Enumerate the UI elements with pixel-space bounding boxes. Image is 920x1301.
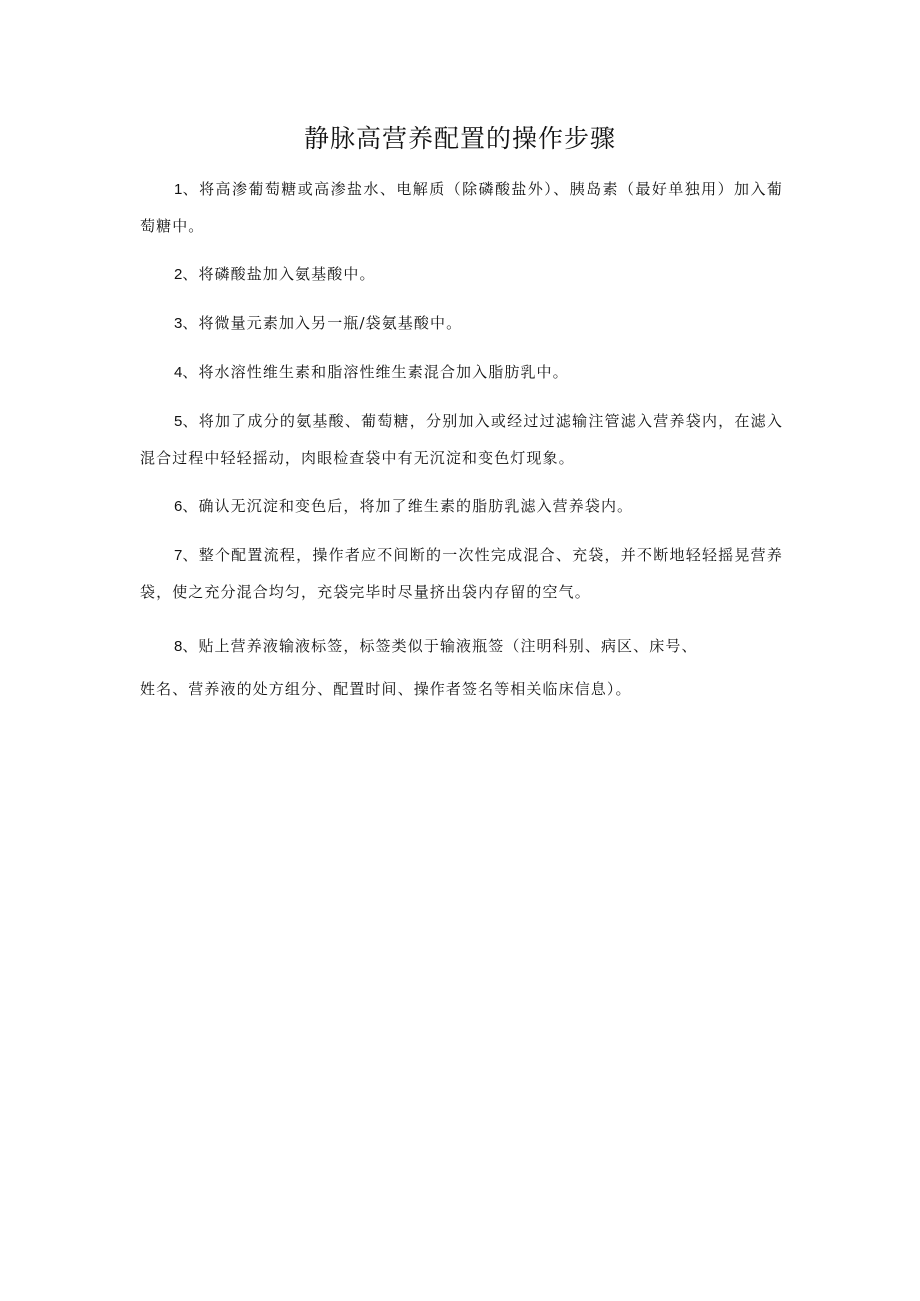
step-number: 4: [174, 364, 183, 381]
step-number: 1: [174, 181, 183, 198]
step-text: 、将加了成分的氨基酸、葡萄糖，分别加入或经过过滤输注管滤入营养袋内，在滤入混合过程中轻轻摇动，肉眼检查袋中有无沉淀和变色灯现象。: [140, 412, 783, 467]
step-6: [140, 488, 783, 525]
document-title: 静脉高营养配置的操作步骤: [303, 124, 616, 153]
step-7: [140, 537, 783, 610]
step-1: [140, 171, 783, 244]
step-text: 、将高渗葡萄糖或高渗盐水、电解质（除磷酸盐外）、胰岛素（最好单独用）加入葡萄糖中。: [140, 180, 783, 235]
step-number: 3: [174, 315, 183, 332]
step-5: [140, 403, 783, 476]
step-text-line-2: 姓名、营养液的处方组分、配置时间、操作者签名等相关临床信息）。: [140, 680, 632, 698]
step-text: 、将水溶性维生素和脂溶性维生素混合加入脂肪乳中。: [182, 363, 569, 381]
steps-list: [140, 171, 783, 731]
step-3: [140, 305, 783, 342]
step-4: [140, 354, 783, 391]
step-2: [140, 256, 783, 293]
step-number: 6: [174, 498, 183, 515]
step-number: 7: [174, 547, 183, 564]
step-text: 、将磷酸盐加入氨基酸中。: [182, 265, 376, 283]
step-number: 5: [174, 413, 183, 430]
step-text: 、确认无沉淀和变色后，将加了维生素的脂肪乳滤入营养袋内。: [182, 497, 634, 515]
step-text: 、整个配置流程，操作者应不间断的一次性完成混合、充袋，并不断地轻轻摇晃营养袋，使之充分混合均匀，充袋完毕时尽量挤出袋内存留的空气。: [140, 546, 783, 601]
step-number: 8: [174, 638, 183, 655]
step-number: 2: [174, 266, 183, 283]
step-text-line-1: 、贴上营养液输液标签，标签类似于输液瓶签（注明科别、病区、床号、: [182, 637, 698, 655]
step-text: 、将微量元素加入另一瓶/袋氨基酸中。: [182, 314, 463, 332]
